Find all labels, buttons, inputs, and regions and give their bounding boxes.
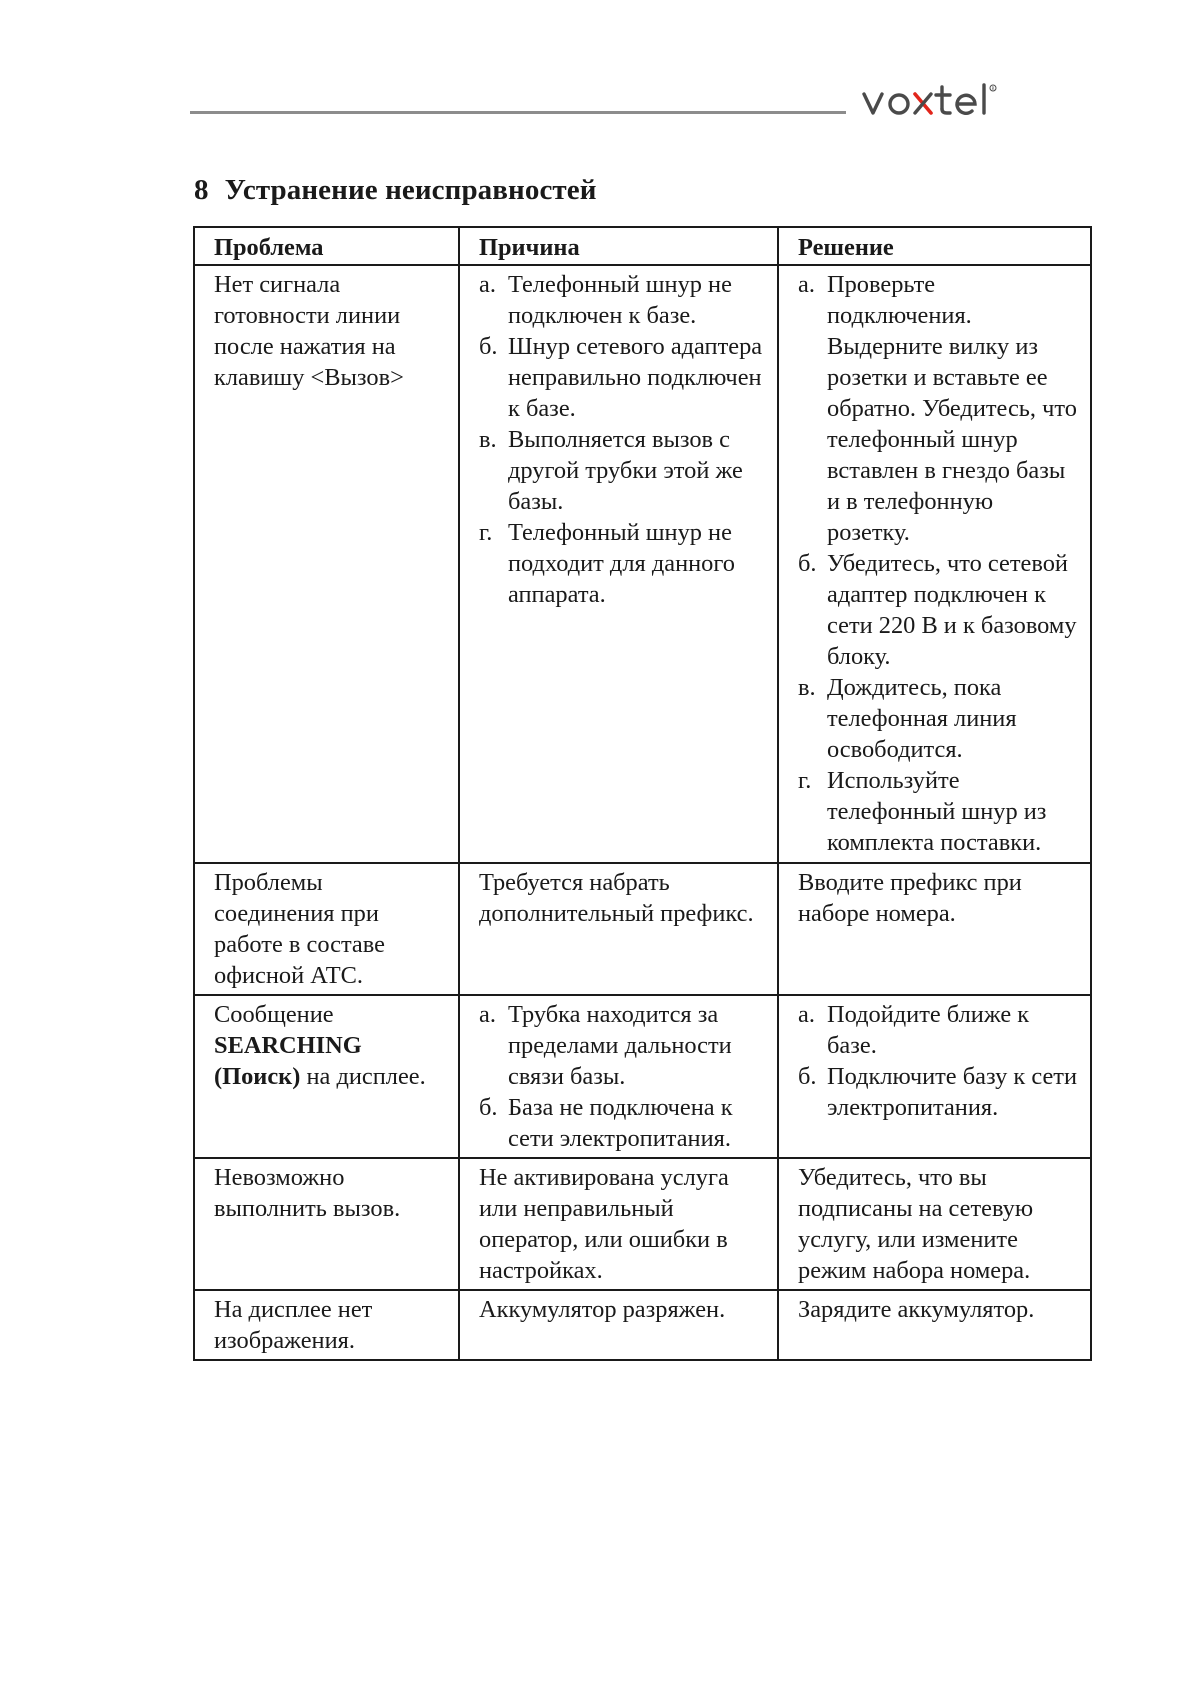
list-marker: а. — [479, 271, 496, 298]
solution-list — [798, 269, 1080, 858]
list-item — [798, 269, 1080, 548]
list-item-text: Убедитесь, что сетевой адаптер подключен к сети 220 В и к базовому блоку. — [827, 550, 1077, 670]
brand-logo — [862, 82, 1022, 122]
table-header-row — [194, 227, 1091, 265]
cause-list — [479, 269, 767, 610]
table-row — [194, 1290, 1091, 1360]
list-marker: г. — [479, 519, 493, 546]
list-marker: в. — [479, 426, 497, 453]
column-header-solution: Решение — [778, 227, 1091, 265]
list-item-text: Телефонный шнур не подходит для данного аппарата. — [508, 519, 735, 608]
cause-cell: Не активирована услуга или неправильный оператор, или ошибки в настройках. — [459, 1158, 778, 1290]
list-item — [479, 1092, 767, 1154]
list-marker: а. — [798, 271, 815, 298]
list-item-text: Проверьте подключения. Выдерните вилку из розетки и вставьте ее обратно. Убедитесь, что телефонный шнур вставлен в гнездо базы и в телефонную розетку. — [827, 271, 1077, 546]
cause-cell: Требуется набрать дополнительный префикс. — [459, 863, 778, 995]
solution-cell — [778, 265, 1091, 863]
problem-lead-text: Сообщение — [214, 1001, 334, 1028]
table-row — [194, 995, 1091, 1158]
column-header-problem: Проблема — [194, 227, 459, 265]
cause-cell: Аккумулятор разряжен. — [459, 1290, 778, 1360]
list-item — [798, 999, 1080, 1061]
display-message-code: SEARCHING — [214, 1032, 362, 1059]
svg-text:R: R — [991, 86, 995, 91]
list-item-text: Телефонный шнур не подключен к базе. — [508, 271, 732, 329]
list-item — [479, 424, 767, 517]
list-item — [798, 672, 1080, 765]
section-number: 8 — [194, 174, 209, 206]
problem-cell: Проблемы соединения при работе в составе офисной АТС. — [194, 863, 459, 995]
list-marker: б. — [798, 550, 817, 577]
cause-cell — [459, 265, 778, 863]
list-item-text: Подойдите ближе к базе. — [827, 1001, 1030, 1059]
problem-cell: Нет сигнала готовности линии после нажатия на клавишу <Вызов> — [194, 265, 459, 863]
list-item-text: База не подключена к сети электропитания. — [508, 1094, 733, 1152]
list-item — [798, 1061, 1080, 1123]
problem-tail-text: на дисплее. — [306, 1063, 426, 1090]
problem-cell: На дисплее нет изображения. — [194, 1290, 459, 1360]
list-item — [798, 548, 1080, 672]
header-rule — [190, 111, 846, 114]
list-marker: г. — [798, 767, 812, 794]
section-title: Устранение неисправностей — [224, 174, 597, 206]
solution-cell: Зарядите аккумулятор. — [778, 1290, 1091, 1360]
list-marker: а. — [798, 1001, 815, 1028]
list-marker: а. — [479, 1001, 496, 1028]
list-marker: б. — [479, 1094, 498, 1121]
table-row — [194, 265, 1091, 863]
voxtel-logo-icon — [862, 82, 1022, 118]
list-item — [479, 269, 767, 331]
list-item — [798, 765, 1080, 858]
solution-cell — [778, 995, 1091, 1158]
cause-list — [479, 999, 767, 1154]
table-row — [194, 1158, 1091, 1290]
troubleshooting-table — [193, 226, 1092, 1361]
column-header-cause: Причина — [459, 227, 778, 265]
list-item — [479, 331, 767, 424]
list-item — [479, 999, 767, 1092]
problem-cell — [194, 995, 459, 1158]
solution-cell: Вводите префикс при наборе номера. — [778, 863, 1091, 995]
list-marker: в. — [798, 674, 816, 701]
table-row — [194, 863, 1091, 995]
list-item-text: Трубка находится за пределами дальности связи базы. — [508, 1001, 732, 1090]
display-message-translation: (Поиск) — [214, 1063, 301, 1090]
solution-cell: Убедитесь, что вы подписаны на сетевую услугу, или измените режим набора номера. — [778, 1158, 1091, 1290]
list-marker: б. — [479, 333, 498, 360]
list-item-text: Подключите базу к сети электропитания. — [827, 1063, 1077, 1121]
solution-list — [798, 999, 1080, 1123]
page-title — [194, 174, 597, 207]
list-item — [479, 517, 767, 610]
list-item-text: Дождитесь, пока телефонная линия освободится. — [827, 674, 1017, 763]
list-item-text: Выполняется вызов с другой трубки этой же базы. — [508, 426, 743, 515]
list-marker: б. — [798, 1063, 817, 1090]
list-item-text: Используйте телефонный шнур из комплекта поставки. — [827, 767, 1047, 856]
list-item-text: Шнур сетевого адаптера неправильно подключен к базе. — [508, 333, 763, 422]
problem-cell: Невозможно выполнить вызов. — [194, 1158, 459, 1290]
cause-cell — [459, 995, 778, 1158]
